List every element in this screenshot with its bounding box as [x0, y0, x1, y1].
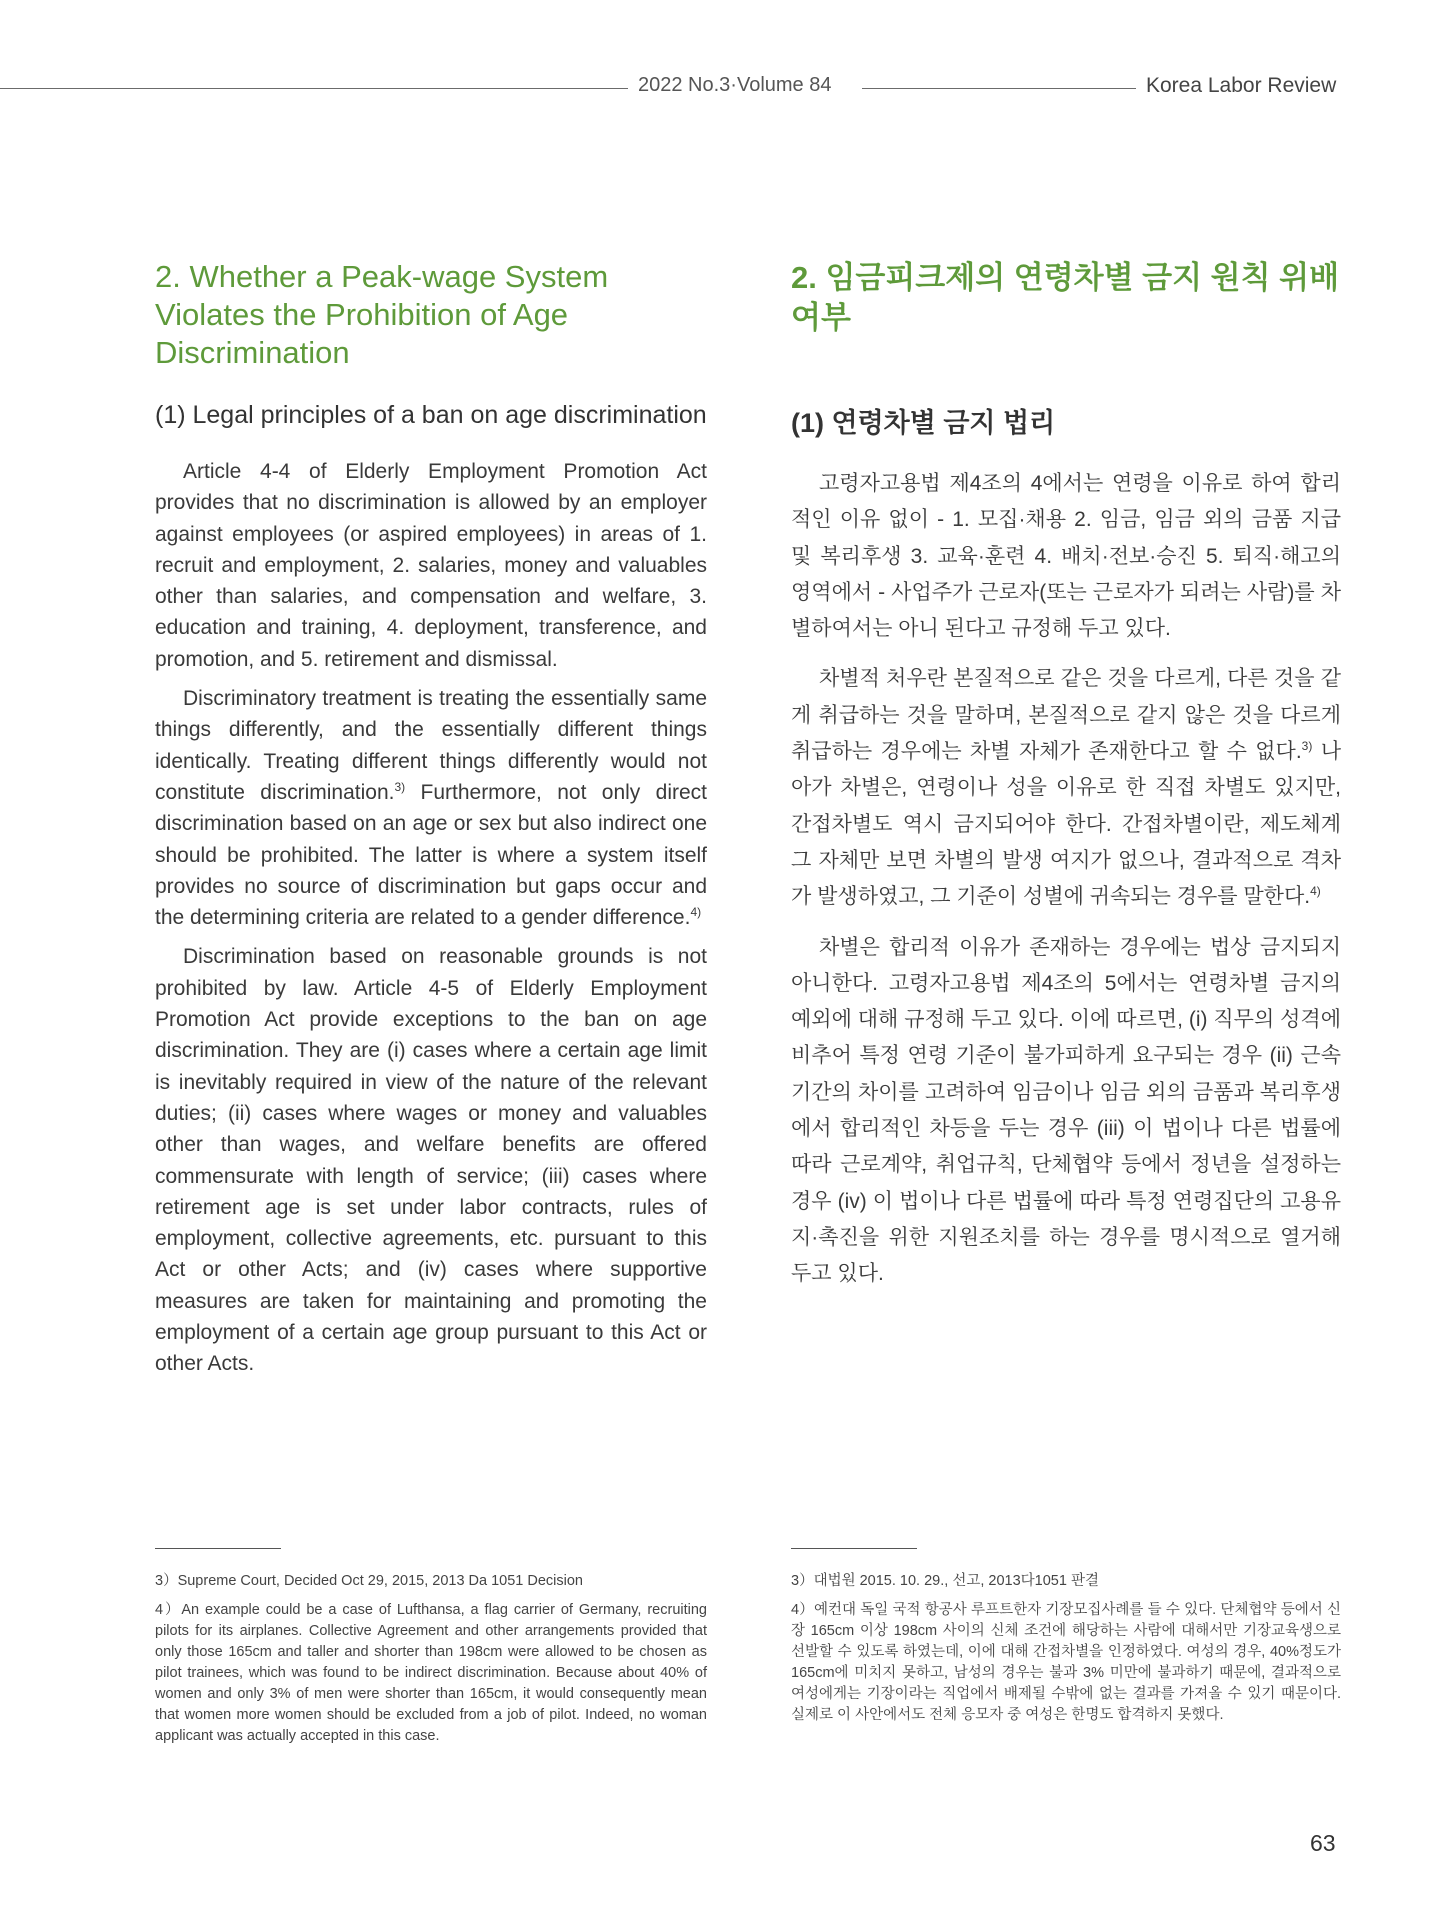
header-rule-mid: [862, 88, 1136, 89]
korean-footnote-3: 3）대법원 2015. 10. 29., 선고, 2013다1051 판결: [791, 1573, 1099, 1589]
english-paragraph-2b: Furthermore, not only direct discrimination based on an age or sex but also indirect one should be prohibited. The latter is where a system itself provides no source of discrimination but gaps occur and the determining criteria are related to a gender difference.: [155, 780, 707, 930]
korean-footnote-rule: [791, 1548, 917, 1549]
korean-footnote-ref-3: 3): [1301, 739, 1313, 754]
korean-section-title: 2. 임금피크제의 연령차별 금지 원칙 위배 여부: [791, 260, 1340, 335]
korean-footnote-ref-4: 4): [1310, 884, 1321, 899]
english-footnotes: [155, 1548, 707, 1755]
korean-paragraph-2a: 차별적 처우란 본질적으로 같은 것을 다르게, 다른 것을 같게 취급하는 것을 말하며, 본질적으로 같지 않은 것을 다르게 취급하는 경우에는 차별 자체가 존재한다고 할 수 없다.: [791, 667, 1341, 764]
english-body: [155, 456, 707, 1388]
english-subsection-title: (1) Legal principles of a ban on age discrimination: [155, 401, 707, 429]
korean-footnotes: [791, 1548, 1341, 1734]
english-footnote-4: 4）An example could be a case of Lufthansa, a flag carrier of Germany, recruiting pilots for its airplanes. Collective Agreement and other arrangements provided that only those 165cm and taller and shorter than 198cm were allowed to be chosen as pilot trainees, which was found to be indirect discrimination. Because about 40% of women and only 3% of men were shorter than 165cm, it would consequently mean that women more women should be excluded from a job of pilot. Indeed, no woman applicant was actually accepted in this case.: [155, 1602, 707, 1744]
english-paragraph-3: Discrimination based on reasonable grounds is not prohibited by law. Article 4-5 of Elderly Employment Promotion Act provide exceptions to the ban on age discrimination. They are (i) cases where a certain age limit is inevitably required in view of the nature of the relevant duties; (ii) cases where wages or money and valuables other than wages, and welfare benefits are offered commensurate with length of service; (iii) cases where retirement age is set under labor contracts, rules of employment, collective agreements, etc. pursuant to this Act or other Acts; and (iv) cases where supportive measures are taken for maintaining and promoting the employment of a certain age group pursuant to this Act or other Acts.: [155, 945, 707, 1376]
korean-paragraph-2: [791, 661, 1341, 915]
english-paragraph-1: Article 4-4 of Elderly Employment Promotion Act provides that no discrimination is allowed by an employer against employees (or aspired employees) in areas of 1. recruit and employment, 2. salaries, money and valuables other than salaries, and compensation and welfare, 3. education and training, 4. deployment, transference, and promotion, and 5. retirement and dismissal.: [155, 460, 707, 671]
journal-title: Korea Labor Review: [1146, 74, 1337, 97]
footnote-ref-4: 4): [690, 905, 702, 920]
korean-footnote-4: 4）예컨대 독일 국적 항공사 루프트한자 기장모집사례를 들 수 있다. 단체협약 등에서 신장 165cm 이상 198cm 사이의 신체 조건에 해당하는 사람에 대해서만 기장교육생으로 선발할 수 있도록 하였는데, 이에 대해 간접차별을 인정하였다. 여성의 경우, 40%정도가 165cm에 미치지 못하고, 남성의 경우는 불과 3% 미만에 불과하기 때문에, 결과적으로 여성에게는 기장이라는 직업에서 배제될 수밖에 없는 결과를 가져올 수 있기 때문이다. 실제로 이 사안에서도 전체 응모자 중 여성은 한명도 합격하지 못했다.: [791, 1602, 1341, 1723]
english-paragraph-2: [155, 683, 707, 933]
english-footnote-3: 3）Supreme Court, Decided Oct 29, 2015, 2013 Da 1051 Decision: [155, 1573, 583, 1589]
english-section-title: 2. Whether a Peak-wage System Violates the Prohibition of Age Discrimination: [155, 259, 609, 370]
korean-column: [791, 258, 1341, 1286]
korean-paragraph-2b: 나아가 차별은, 연령이나 성을 이유로 한 직접 차별도 있지만, 간접차별도 역시 금지되어야 한다. 간접차별이란, 제도체계 그 자체만 보면 차별의 발생 여지가 없으나, 결과적으로 격차가 발생하였고, 그 기준이 성별에 귀속되는 경우를 말한다.: [791, 740, 1341, 909]
header-rule-left: [0, 88, 628, 89]
page-number: 63: [1310, 1830, 1336, 1856]
english-column: [155, 258, 707, 1376]
running-header: [0, 74, 1431, 104]
korean-paragraph-1: 고령자고용법 제4조의 4에서는 연령을 이유로 하여 합리적인 이유 없이 - 1. 모집·채용 2. 임금, 임금 외의 금품 지급 및 복리후생 3. 교육·훈련 4. 배치·전보·승진 5. 퇴직·해고의 영역에서 - 사업주가 근로자(또는 근로자가 되려는 사람)를 차별하여서는 아니 된다고 규정해 두고 있다.: [791, 472, 1341, 641]
footnote-rule: [155, 1548, 281, 1549]
issue-label: 2022 No.3·Volume 84: [638, 74, 832, 96]
korean-subsection-title: (1) 연령차별 금지 법리: [791, 408, 1056, 438]
english-paragraph-2a: Discriminatory treatment is treating the essentially same things differently, and the essentially different things identically. Treating different things differently would not constitute discrimination.: [155, 687, 707, 804]
korean-body: [791, 466, 1341, 1307]
korean-paragraph-3: 차별은 합리적 이유가 존재하는 경우에는 법상 금지되지 아니한다. 고령자고용법 제4조의 5에서는 연령차별 금지의 예외에 대해 규정해 두고 있다. 이에 따르면, (i) 직무의 성격에 비추어 특정 연령 기준이 불가피하게 요구되는 경우 (ii) 근속기간의 차이를 고려하여 임금이나 임금 외의 금품과 복리후생에서 합리적인 차등을 두는 경우 (iii) 이 법이나 다른 법률에 따라 근로계약, 취업규칙, 단체협약 등에서 정년을 설정하는 경우 (iv) 이 법이나 다른 법률에 따라 특정 연령집단의 고용유지·촉진을 위한 지원조치를 하는 경우를 명시적으로 열거해 두고 있다.: [791, 935, 1341, 1286]
footnote-ref-3: 3): [394, 779, 406, 794]
